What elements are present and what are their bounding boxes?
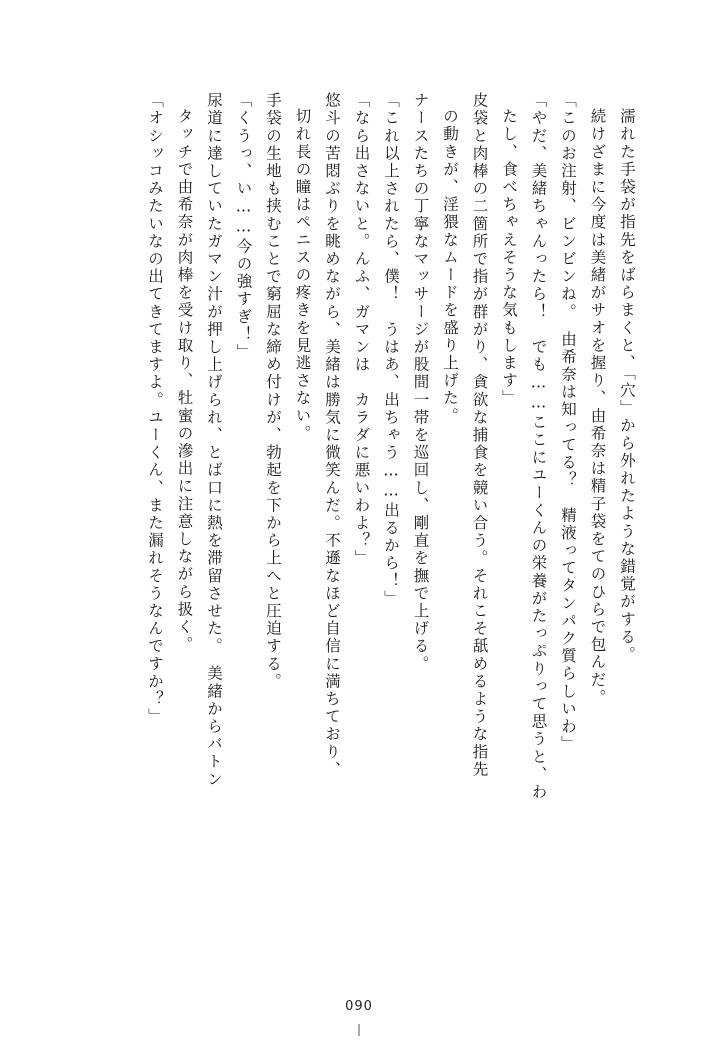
text-line: 皮袋と肉棒の二箇所で指が群がり、貪欲な捕食を競い合う。それこそ舐めるような指先: [470, 92, 489, 779]
text-line: ナースたちの丁寧なマッサージが股間一帯を巡回し、剛直を撫で上げる。: [411, 92, 430, 673]
text-line: の動きが、淫猥なムードを盛り上げた。: [441, 108, 459, 425]
text-line: 悠斗の苦悶ぶりを眺めながら、美緒は勝気に微笑んだ。不遜なほど自信に満ちており、: [323, 92, 341, 779]
text-line: 「このお注射、ビンビンね。 由希奈は知ってる？ 精液ってタンパク質らしいわ」: [559, 92, 577, 754]
text-line: 濡れた手袋が指先をばらまくと、「穴」から外れたような錯覚がする。: [618, 108, 636, 664]
vertical-text-body: [38, 92, 634, 952]
text-line: 切れ長の瞳はペニスの疼きを見逃さない。: [293, 108, 312, 443]
text-line: 「くうっ、い……今の強すぎ！」: [234, 92, 253, 361]
text-line: 「これ以上されたら、僕！ うはあ、出ちゃう……出るから！」: [382, 92, 400, 608]
text-line: たし、食べちゃえそうな気もします」: [500, 108, 518, 408]
text-line: 「やだ、美緒ちゃんったら！ でも……ここにユーくんの栄養がたっぷりって思うと、わ: [529, 92, 548, 801]
text-line: 手袋の生地も挟むことで窮屈な締め付けが、勃起を下から上へと圧迫する。: [264, 92, 282, 691]
page-number: 090: [345, 999, 373, 1014]
text-line: 「なら出さないと。んふ、ガマンは カラダに悪いわよ？」: [352, 92, 371, 568]
footer-tick-mark: [359, 1024, 360, 1036]
text-line: 尿道に達していたガマン汁が押し上げられ、とば口に熱を滞留させた。 美緒からバトン: [205, 92, 223, 789]
text-line: 「オシッコみたいなの出てきてますよ。ユーくん、また漏れそうなんですか？」: [146, 92, 164, 726]
text-line: 続けざまに今度は美緒がサオを握り、由希奈は精子袋をてのひらで包んだ。: [588, 108, 607, 707]
text-line: タッチで由希奈が肉棒を受け取り、牡蜜の滲出に注意しながら扱く。: [175, 108, 194, 654]
